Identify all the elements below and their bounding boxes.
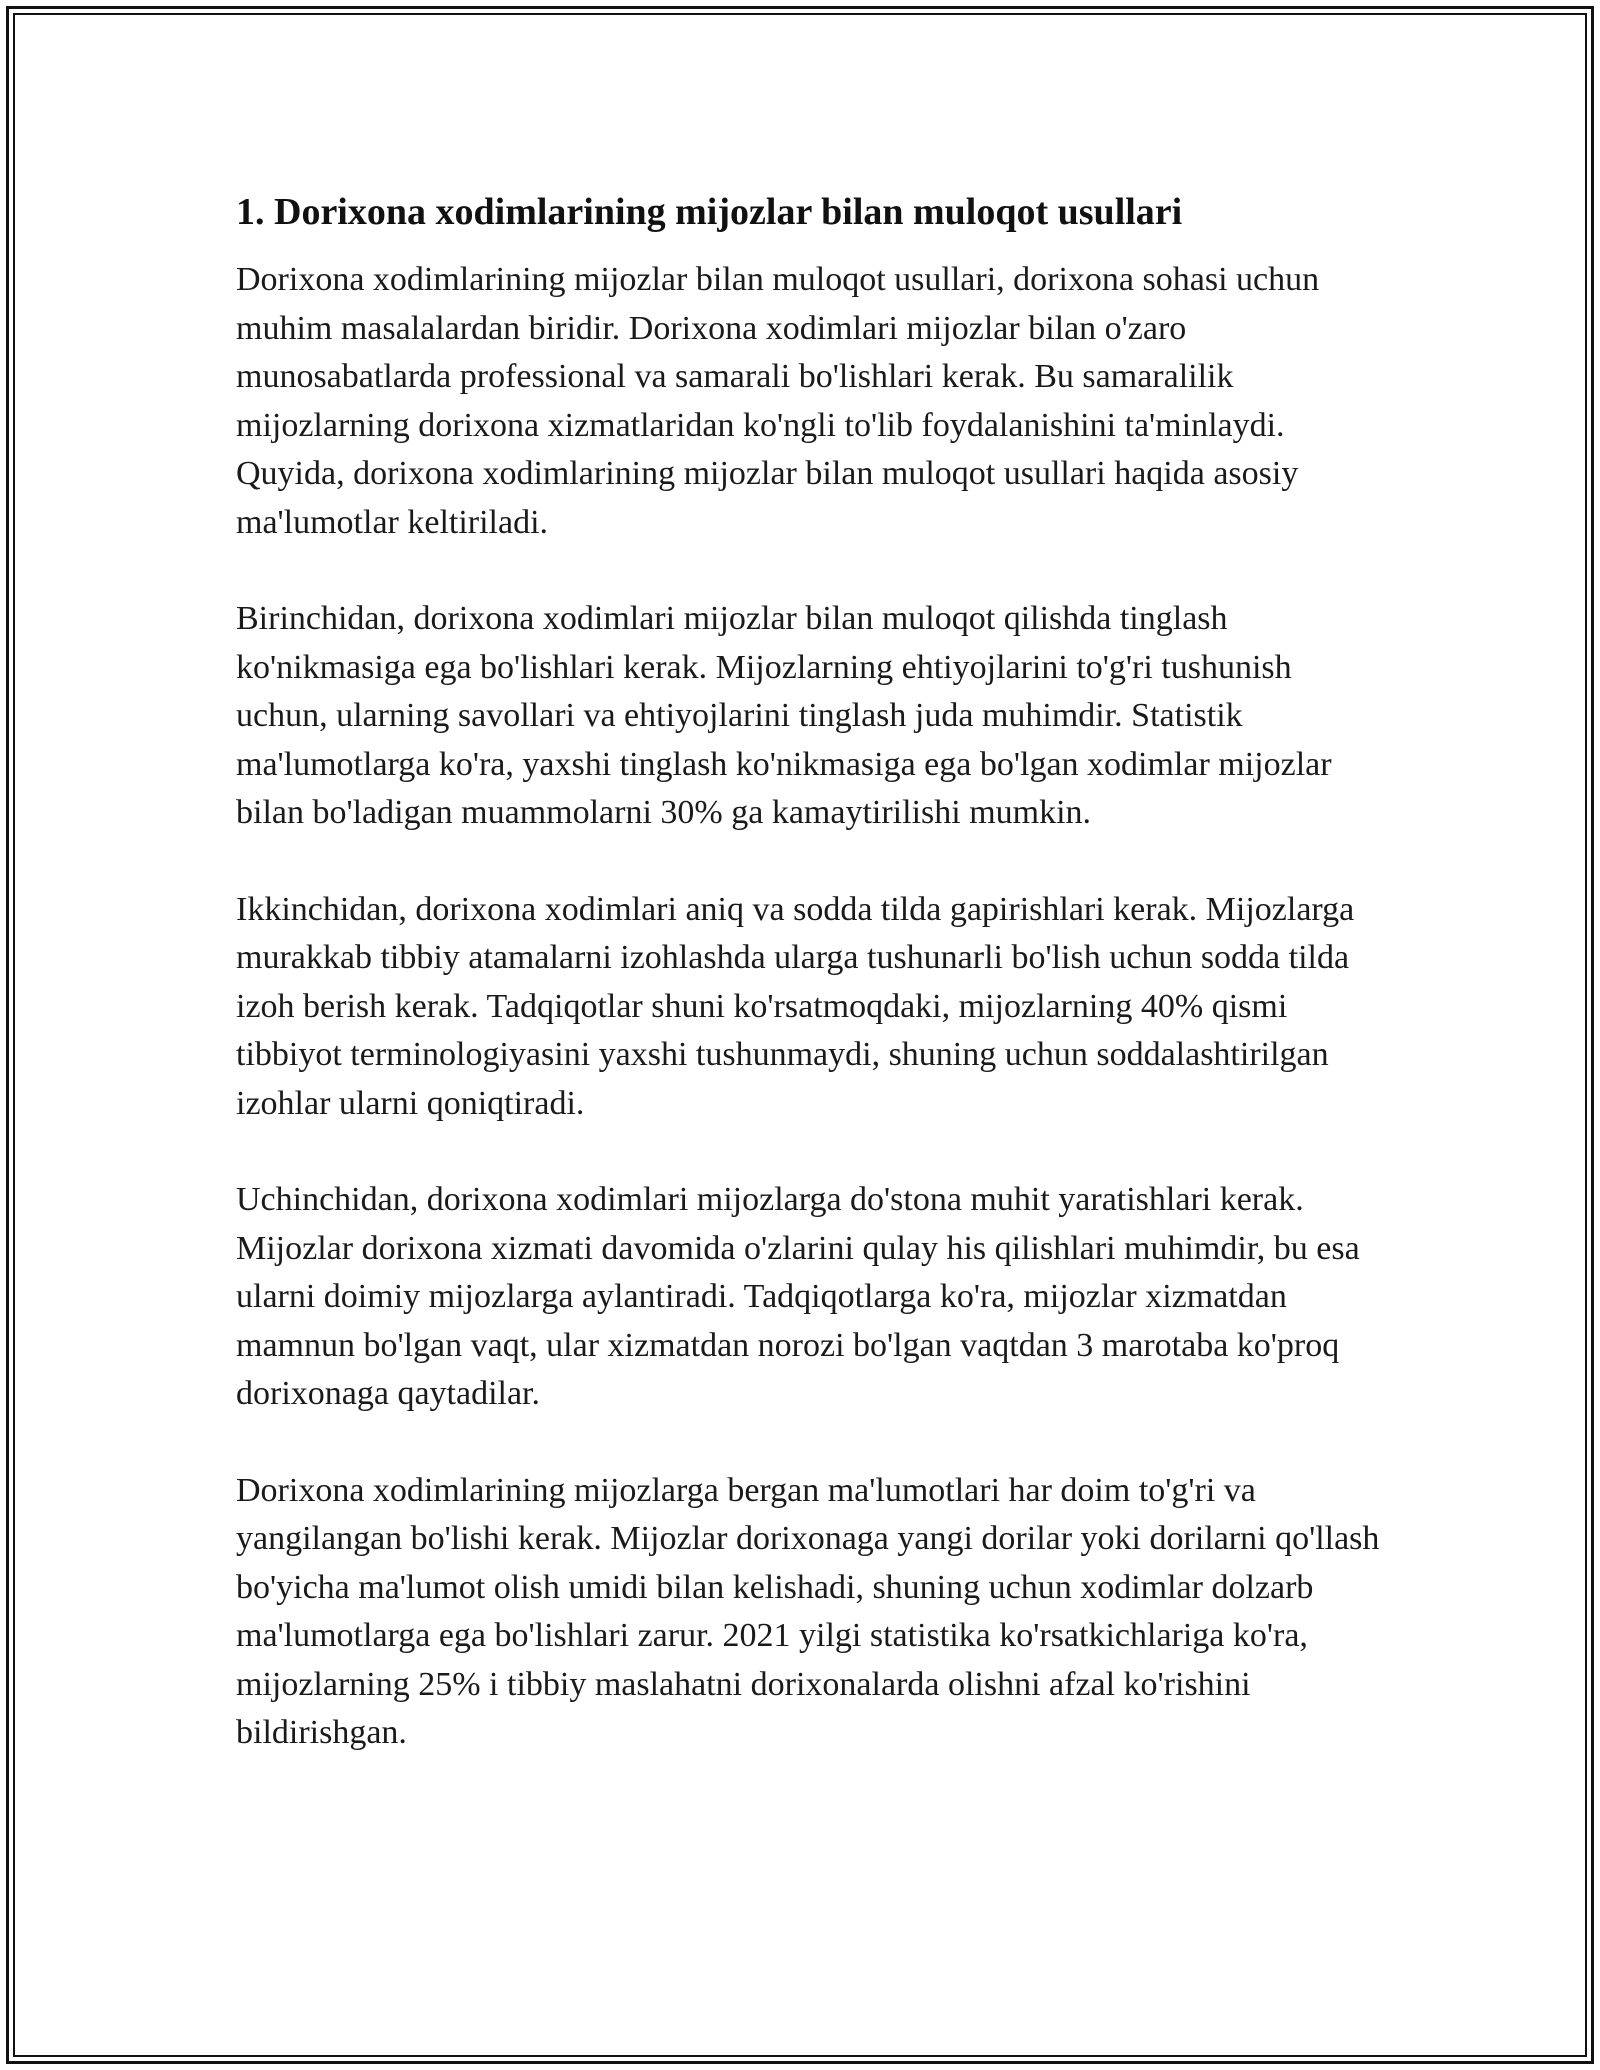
paragraph-third-point: Uchinchidan, dorixona xodimlari mijozlarga do'stona muhit yaratishlari kerak. Mijozlar dorixona xizmati davomida o'zlarini qulay his qilishlari muhimdir, bu esa ularni doimiy mijozlarga aylantiradi. Tadqiqotlarga ko'ra, mijozlar xizmatdan mamnun bo'lgan vaqt, ular xizmatdan norozi bo'lgan vaqtdan 3 marotaba ko'proq dorixonaga qaytadilar. (236, 1181, 1360, 1412)
paragraph-intro: Dorixona xodimlarining mijozlar bilan muloqot usullari, dorixona sohasi uchun muhim masalalardan biridir. Dorixona xodimlari mijozlar bilan o'zaro munosabatlarda professional va samarali bo'lishlari kerak. Bu samaralilik mijozlarning dorixona xizmatlaridan ko'ngli to'lib foydalanishini ta'minlaydi. Quyida, dorixona xodimlarining mijozlar bilan muloqot usullari haqida asosiy ma'lumotlar keltiriladi. (236, 261, 1320, 541)
paragraph-first-point: Birinchidan, dorixona xodimlari mijozlar bilan muloqot qilishda tinglash ko'nikmasiga ega bo'lishlari kerak. Mijozlarning ehtiyojlarini to'g'ri tushunish uchun, ularning savollari va ehtiyojlarini tinglash juda muhimdir. Statistik ma'lumotlarga ko'ra, yaxshi tinglash ko'nikmasiga ega bo'lgan xodimlar mijozlar bilan bo'ladigan muammolarni 30% ga kamaytirilishi mumkin. (236, 600, 1332, 831)
paragraph-fourth-point: Dorixona xodimlarining mijozlarga bergan ma'lumotlari har doim to'g'ri va yangilangan bo'lishi kerak. Mijozlar dorixonaga yangi dorilar yoki dorilarni qo'llash bo'yicha ma'lumot olish umidi bilan kelishadi, shuning uchun xodimlar dolzarb ma'lumotlarga ega bo'lishlari zarur. 2021 yilgi statistika ko'rsatkichlariga ko'ra, mijozlarning 25% i tibbiy maslahatni dorixonalarda olishni afzal ko'rishini bildirishgan. (236, 1471, 1380, 1751)
paragraph-second-point: Ikkinchidan, dorixona xodimlari aniq va sodda tilda gapirishlari kerak. Mijozlarga murakkab tibbiy atamalarni izohlashda ularga tushunarli bo'lish uchun sodda tilda izoh berish kerak. Tadqiqotlar shuni ko'rsatmoqdaki, mijozlarning 40% qismi tibbiyot terminologiyasini yaxshi tushunmaydi, shuning uchun soddalashtirilgan izohlar ularni qoniqtiradi. (236, 890, 1355, 1122)
section-heading: 1. Dorixona xodimlarining mijozlar bilan muloqot usullari (236, 191, 1183, 233)
document-body (236, 188, 1386, 1806)
